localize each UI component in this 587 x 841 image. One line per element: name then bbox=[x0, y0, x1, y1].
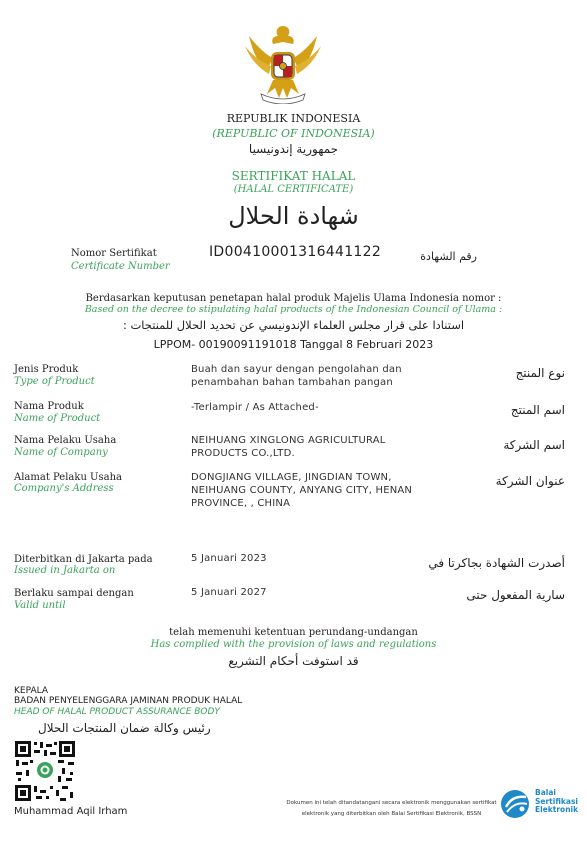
field-label-company-name-en: Name of Company bbox=[14, 447, 108, 458]
signatory-title-ar: رئيس وكالة ضمان المنتجات الحلال bbox=[38, 721, 211, 735]
field-value-product-type: Buah dan sayur dengan pengolahan dan penambahan bahan tambahan pangan bbox=[191, 364, 402, 388]
certificate-number-label-ar: رقم الشهادة bbox=[420, 250, 477, 263]
signatory-title-en: HEAD OF HALAL PRODUCT ASSURANCE BODY bbox=[14, 707, 220, 717]
certificate-number-label-en: Certificate Number bbox=[71, 261, 170, 272]
valid-until-date: 5 Januari 2027 bbox=[191, 587, 267, 598]
electronic-signature-note-1: Dokumen ini telah ditandatangani secara elektronik menggunakan sertifikat bbox=[286, 800, 497, 806]
signatory-name: Muhammad Aqil Irham bbox=[14, 806, 128, 817]
field-value-company-name: NEIHUANG XINGLONG AGRICULTURAL PRODUCTS CO.,LTD. bbox=[191, 435, 386, 459]
field-value-company-address: DONGJIANG VILLAGE, JINGDIAN TOWN, NEIHUANG COUNTY, ANYANG CITY, HENAN PROVINCE, , CHINA bbox=[191, 472, 413, 509]
field-label-company-name: Nama Pelaku Usaha bbox=[14, 435, 117, 446]
field-label-product-name: Nama Produk bbox=[14, 401, 84, 412]
valid-until-label-ar: سارية المفعول حتى bbox=[466, 588, 565, 602]
signatory-title-1: KEPALA bbox=[14, 686, 48, 696]
bsre-logo-icon bbox=[500, 789, 532, 819]
compliance-line-ar: قد استوفت أحكام التشريع bbox=[228, 654, 359, 668]
field-label-company-address-ar: عنوان الشركة bbox=[495, 474, 565, 488]
country-name-en: (REPUBLIC OF INDONESIA) bbox=[212, 127, 375, 140]
country-name-ar: جمهورية إندونيسيا bbox=[248, 142, 339, 156]
certificate-number: ID00410001316441122 bbox=[209, 244, 382, 260]
decree-number: LPPOM- 00190091191018 Tanggal 8 Februari 2023 bbox=[153, 338, 434, 351]
bsre-text-line-1: Balai bbox=[535, 788, 556, 797]
field-value-product-name: -Terlampir / As Attached- bbox=[191, 402, 319, 413]
decree-line-en: Based on the decree to stipulating halal products of the Indonesian Council of Ulama : bbox=[84, 304, 503, 315]
field-label-company-address: Alamat Pelaku Usaha bbox=[14, 472, 122, 483]
certificate-title-en: (HALAL CERTIFICATE) bbox=[233, 184, 354, 195]
decree-line-ar: استنادا على قرار مجلس العلماء الإندونيسي عن تحديد الحلال للمنتجات : bbox=[122, 318, 465, 332]
issued-date: 5 Januari 2023 bbox=[191, 553, 267, 564]
field-label-company-name-ar: اسم الشركة bbox=[503, 438, 565, 452]
country-name-id: REPUBLIK INDONESIA bbox=[226, 112, 361, 125]
qr-code-icon bbox=[14, 740, 76, 802]
field-label-product-type-en: Type of Product bbox=[14, 376, 95, 387]
field-label-company-address-en: Company's Address bbox=[14, 483, 114, 494]
field-label-product-type: Jenis Produk bbox=[14, 364, 79, 375]
signatory-title-2: BADAN PENYELENGGARA JAMINAN PRODUK HALAL bbox=[14, 696, 243, 706]
field-label-product-name-en: Name of Product bbox=[14, 413, 101, 424]
certificate-title-ar: شهادة الحلال bbox=[228, 202, 359, 230]
bsre-text-line-2: Sertifikasi bbox=[535, 796, 578, 806]
garuda-emblem-icon bbox=[243, 22, 323, 104]
issued-label-ar: أصدرت الشهادة بجاكرتا في bbox=[428, 556, 565, 570]
compliance-line-id: telah memenuhi ketentuan perundang-undangan bbox=[169, 627, 418, 638]
field-label-product-type-ar: نوع المنتج bbox=[515, 366, 565, 380]
field-label-product-name-ar: اسم المنتج bbox=[510, 403, 565, 417]
bsre-text-line-3: Elektronik bbox=[535, 805, 579, 814]
valid-until-label-en: Valid until bbox=[14, 600, 66, 611]
issued-label: Diterbitkan di Jakarta pada bbox=[14, 554, 153, 565]
electronic-signature-note-2: elektronik yang diterbitkan oleh Balai Sertifikasi Elektronik, BSSN bbox=[301, 811, 482, 817]
certificate-title-id: SERTIFIKAT HALAL bbox=[231, 169, 356, 183]
certificate-number-label: Nomor Sertifikat bbox=[71, 248, 157, 259]
issued-label-en: Issued in Jakarta on bbox=[14, 565, 116, 576]
bsre-logo-text bbox=[535, 789, 578, 815]
decree-line-id: Berdasarkan keputusan penetapan halal produk Majelis Ulama Indonesia nomor : bbox=[85, 293, 502, 304]
valid-until-label: Berlaku sampai dengan bbox=[14, 588, 134, 599]
compliance-line-en: Has complied with the provision of laws and regulations bbox=[150, 639, 437, 650]
